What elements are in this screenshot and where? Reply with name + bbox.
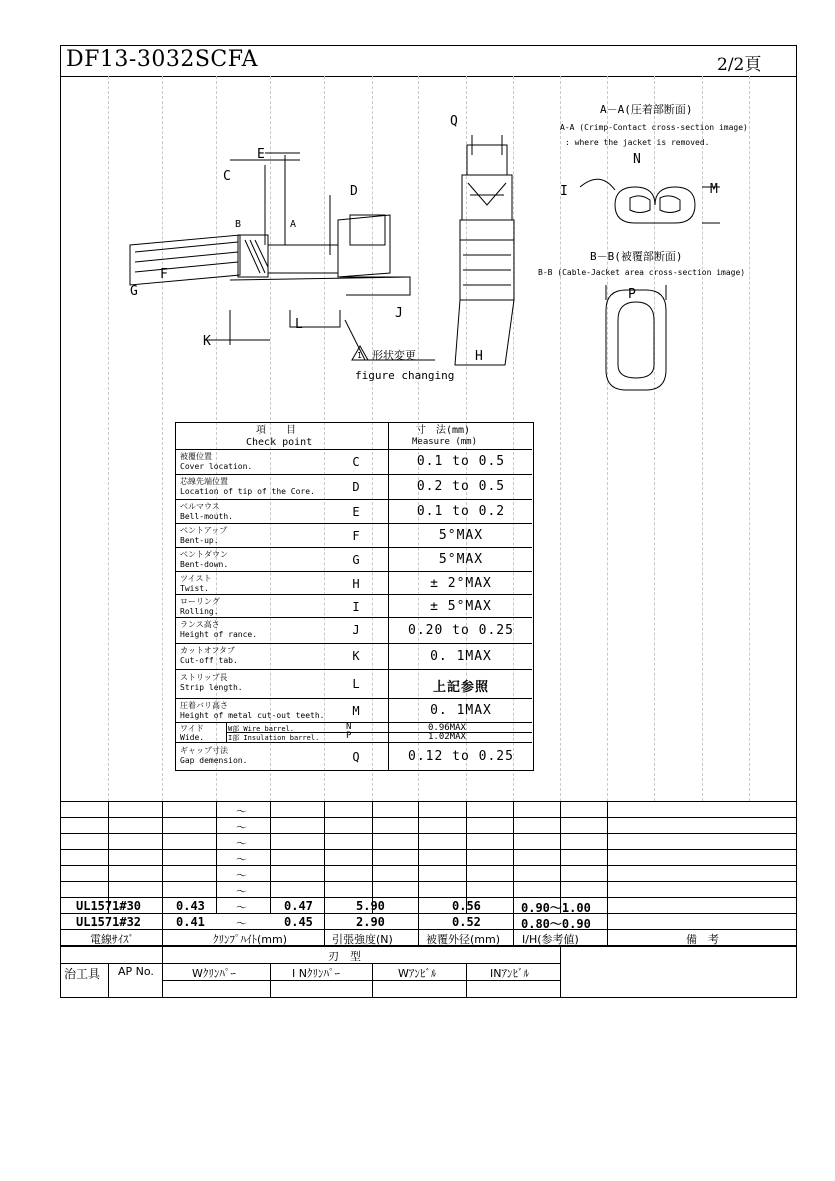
figure-change-note: [352, 346, 454, 382]
check-row: 被覆位置 Cover location. C 0.1 to 0.5: [176, 449, 532, 474]
svg-text:1: 1: [357, 351, 362, 360]
w-anvil-label: Wｱﾝﾋﾞﾙ: [398, 967, 437, 980]
check-row: ベントアップ Bent-up. F 5°MAX: [176, 523, 532, 548]
header-wire-size: 電線ｻｲｽﾞ: [90, 933, 134, 946]
check-row: ストリップ長 Strip length. L 上記参照: [176, 669, 532, 699]
i-anvil-label: INｱﾝﾋﾞﾙ: [490, 967, 529, 980]
tilde: ～: [236, 805, 247, 818]
header-remarks: 備 考: [686, 933, 719, 946]
check-row: ツイスト Twist. H ± 2°MAX: [176, 571, 532, 595]
header-tensile: 引張強度(N): [332, 933, 393, 946]
tilde: ～: [236, 821, 247, 834]
check-row: 芯線先端位置 Location of tip of the Core. D 0.2 to 0.5: [176, 474, 532, 499]
header-item-en: Check point: [246, 437, 313, 448]
page-number: 2/2頁: [717, 55, 762, 75]
check-row: ローリング Rolling. I ± 5°MAX: [176, 594, 532, 618]
svg-text:figure changing: figure changing: [355, 369, 455, 382]
check-row: ベントダウン Bent-down. G 5°MAX: [176, 547, 532, 572]
dim-label-l: L: [295, 317, 303, 332]
dim-label-q: Q: [450, 114, 458, 129]
section-aa-en: A-A (Crimp-Contact cross-section image): [560, 123, 748, 132]
dim-label-c: C: [223, 169, 231, 184]
tilde: ～: [236, 885, 247, 898]
dim-label-d: D: [350, 184, 358, 199]
dim-label-i: I: [560, 184, 568, 199]
header-measure-en: Measure (mm): [412, 437, 478, 447]
section-bb-title: B－B(被覆部断面): [590, 250, 683, 263]
section-aa-note: : where the jacket is removed.: [565, 138, 710, 147]
header-item-jp: 項 目: [256, 425, 296, 436]
dim-label-p: P: [628, 287, 636, 302]
tilde: ～: [236, 869, 247, 882]
dim-label-j: J: [395, 306, 403, 321]
check-row: ベルマウス Bell-mouth. E 0.1 to 0.2: [176, 499, 532, 524]
w-crimper-label: Wｸﾘﾝﾊﾟｰ: [192, 967, 236, 980]
crimp-drawing: [110, 95, 750, 415]
dim-label-n: N: [633, 152, 641, 167]
dim-label-h: H: [475, 349, 483, 364]
check-row: ギャップ寸法 Gap demension. Q 0.12 to 0.25: [176, 742, 532, 771]
document-title: DF13-3032SCFA: [66, 47, 258, 72]
check-row: ランス高さ Height of rance. J 0.20 to 0.25: [176, 617, 532, 644]
svg-text:形状変更: 形状変更: [372, 349, 416, 362]
tilde: ～: [236, 853, 247, 866]
check-table: [175, 422, 534, 771]
tilde: ～: [236, 837, 247, 850]
header-jacket-od: 被覆外径(mm): [426, 933, 501, 946]
header-crimp-height: ｸﾘﾝﾌﾟﾊｲﾄ(mm): [213, 933, 288, 946]
dim-label-k: K: [203, 334, 211, 349]
dim-label-m: M: [710, 182, 718, 197]
header-measure-jp: 寸 法(mm): [416, 425, 471, 436]
dim-label-g: G: [130, 284, 138, 299]
check-row: 圧着バリ高さ Height of metal cut-out teeth. M 0. 1MAX: [176, 698, 532, 723]
header-ih: I/H(参考値): [522, 933, 579, 946]
check-row: ワイド Wide. W部 Wire barrel. I部 Insulation barrel. N P 0.96MAX 1.02MAX: [176, 722, 532, 743]
section-bb-en: B-B (Cable-Jacket area cross-section image): [538, 268, 746, 277]
section-mark-a: A: [290, 219, 297, 230]
section-mark-b: B: [235, 219, 242, 230]
tool-label: 治工具: [64, 967, 101, 981]
i-crimper-label: I Nｸﾘﾝﾊﾟｰ: [292, 967, 340, 980]
dim-label-f: F: [160, 267, 168, 282]
die-label: 刃 型: [328, 950, 361, 963]
ap-no-label: AP No.: [118, 965, 154, 978]
section-aa-title: A－A(圧着部断面): [600, 103, 693, 116]
check-row: カットオフタブ Cut-off tab. K 0. 1MAX: [176, 643, 532, 670]
dim-label-e: E: [257, 147, 265, 162]
title-rule: [60, 76, 797, 77]
